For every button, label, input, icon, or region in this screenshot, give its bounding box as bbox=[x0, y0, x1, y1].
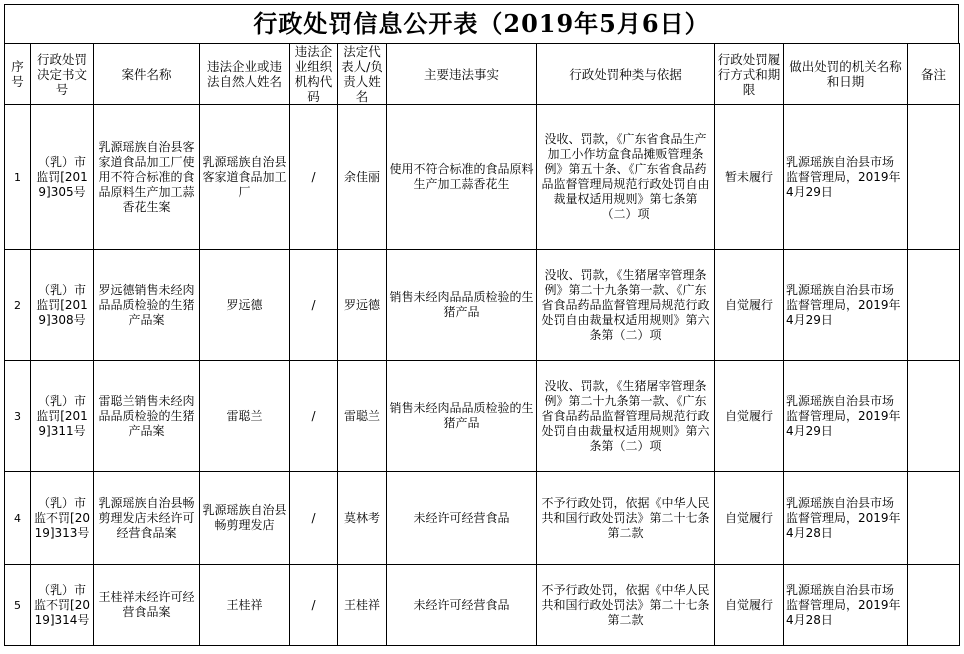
cell-penalty: 没收、罚款，《生猪屠宰管理条例》第二十九条第一款、《广东省食品药品监督管理局规范行政处罚自由裁量权适用规则》第六条第（二）项 bbox=[537, 250, 715, 361]
cell-facts: 未经许可经营食品 bbox=[387, 565, 537, 646]
cell-legal-rep: 雷聪兰 bbox=[338, 361, 387, 472]
cell-remark bbox=[908, 361, 960, 472]
cell-seq: 4 bbox=[5, 472, 31, 565]
table-row bbox=[5, 472, 960, 565]
header-legal-rep: 法定代表人/负责人姓名 bbox=[338, 44, 387, 105]
cell-authority: 乳源瑶族自治县市场监督管理局，2019年4月28日 bbox=[784, 565, 908, 646]
cell-remark bbox=[908, 105, 960, 250]
cell-facts: 未经许可经营食品 bbox=[387, 472, 537, 565]
header-party: 违法企业或违法自然人姓名 bbox=[200, 44, 290, 105]
penalty-table bbox=[4, 43, 960, 646]
cell-remark bbox=[908, 250, 960, 361]
header-case-name: 案件名称 bbox=[94, 44, 200, 105]
cell-org-code: / bbox=[290, 361, 338, 472]
header-seq: 序号 bbox=[5, 44, 31, 105]
cell-execution: 自觉履行 bbox=[715, 250, 784, 361]
cell-facts: 使用不符合标准的食品原料生产加工蒜香花生 bbox=[387, 105, 537, 250]
cell-execution: 自觉履行 bbox=[715, 565, 784, 646]
cell-facts: 销售未经肉品品质检验的生猪产品 bbox=[387, 250, 537, 361]
cell-execution: 自觉履行 bbox=[715, 361, 784, 472]
cell-party: 罗远德 bbox=[200, 250, 290, 361]
cell-penalty: 没收、罚款，《广东省食品生产加工小作坊盒食品摊贩管理条例》第五十条、《广东省食品药品监督管理局规范行政处罚自由裁量权适用规则》第七条第（二）项 bbox=[537, 105, 715, 250]
penalty-disclosure-sheet bbox=[4, 4, 959, 646]
table-row bbox=[5, 250, 960, 361]
header-remark: 备注 bbox=[908, 44, 960, 105]
header-row bbox=[5, 44, 960, 105]
header-facts: 主要违法事实 bbox=[387, 44, 537, 105]
cell-case-name: 罗远德销售未经肉品品质检验的生猪产品案 bbox=[94, 250, 200, 361]
table-header bbox=[5, 44, 960, 105]
cell-penalty: 不予行政处罚，依据《中华人民共和国行政处罚法》第二十七条第二款 bbox=[537, 565, 715, 646]
cell-case-name: 雷聪兰销售未经肉品品质检验的生猪产品案 bbox=[94, 361, 200, 472]
cell-authority: 乳源瑶族自治县市场监督管理局，2019年4月29日 bbox=[784, 250, 908, 361]
cell-authority: 乳源瑶族自治县市场监督管理局，2019年4月29日 bbox=[784, 361, 908, 472]
cell-party: 王桂祥 bbox=[200, 565, 290, 646]
header-authority: 做出处罚的机关名称和日期 bbox=[784, 44, 908, 105]
cell-party: 乳源瑶族自治县畅剪理发店 bbox=[200, 472, 290, 565]
cell-authority: 乳源瑶族自治县市场监督管理局，2019年4月29日 bbox=[784, 105, 908, 250]
cell-case-name: 乳源瑶族自治县客家道食品加工厂使用不符合标准的食品原料生产加工蒜香花生案 bbox=[94, 105, 200, 250]
cell-authority: 乳源瑶族自治县市场监督管理局，2019年4月28日 bbox=[784, 472, 908, 565]
cell-org-code: / bbox=[290, 565, 338, 646]
cell-legal-rep: 莫林考 bbox=[338, 472, 387, 565]
table-body bbox=[5, 105, 960, 646]
cell-org-code: / bbox=[290, 105, 338, 250]
cell-facts: 销售未经肉品品质检验的生猪产品 bbox=[387, 361, 537, 472]
cell-case-name: 乳源瑶族自治县畅剪理发店未经许可经营食品案 bbox=[94, 472, 200, 565]
cell-org-code: / bbox=[290, 472, 338, 565]
header-execution: 行政处罚履行方式和期限 bbox=[715, 44, 784, 105]
cell-seq: 5 bbox=[5, 565, 31, 646]
cell-seq: 1 bbox=[5, 105, 31, 250]
cell-party: 乳源瑶族自治县客家道食品加工厂 bbox=[200, 105, 290, 250]
cell-legal-rep: 王桂祥 bbox=[338, 565, 387, 646]
cell-execution: 暂未履行 bbox=[715, 105, 784, 250]
cell-doc-no: （乳）市监罚[2019]305号 bbox=[31, 105, 94, 250]
header-org-code: 违法企业组织机构代码 bbox=[290, 44, 338, 105]
table-row bbox=[5, 105, 960, 250]
cell-doc-no: （乳）市监不罚[2019]314号 bbox=[31, 565, 94, 646]
header-doc-no: 行政处罚决定书文号 bbox=[31, 44, 94, 105]
cell-seq: 2 bbox=[5, 250, 31, 361]
cell-legal-rep: 余佳丽 bbox=[338, 105, 387, 250]
cell-case-name: 王桂祥未经许可经营食品案 bbox=[94, 565, 200, 646]
cell-execution: 自觉履行 bbox=[715, 472, 784, 565]
cell-doc-no: （乳）市监罚[2019]308号 bbox=[31, 250, 94, 361]
cell-remark bbox=[908, 565, 960, 646]
cell-penalty: 没收、罚款，《生猪屠宰管理条例》第二十九条第一款、《广东省食品药品监督管理局规范行政处罚自由裁量权适用规则》第六条第（二）项 bbox=[537, 361, 715, 472]
cell-penalty: 不予行政处罚，依据《中华人民共和国行政处罚法》第二十七条第二款 bbox=[537, 472, 715, 565]
cell-org-code: / bbox=[290, 250, 338, 361]
header-penalty: 行政处罚种类与依据 bbox=[537, 44, 715, 105]
cell-doc-no: （乳）市监罚[2019]311号 bbox=[31, 361, 94, 472]
cell-party: 雷聪兰 bbox=[200, 361, 290, 472]
table-row bbox=[5, 565, 960, 646]
cell-remark bbox=[908, 472, 960, 565]
cell-legal-rep: 罗远德 bbox=[338, 250, 387, 361]
table-row bbox=[5, 361, 960, 472]
cell-seq: 3 bbox=[5, 361, 31, 472]
cell-doc-no: （乳）市监不罚[2019]313号 bbox=[31, 472, 94, 565]
page-title: 行政处罚信息公开表（2019年5月6日） bbox=[4, 4, 959, 43]
